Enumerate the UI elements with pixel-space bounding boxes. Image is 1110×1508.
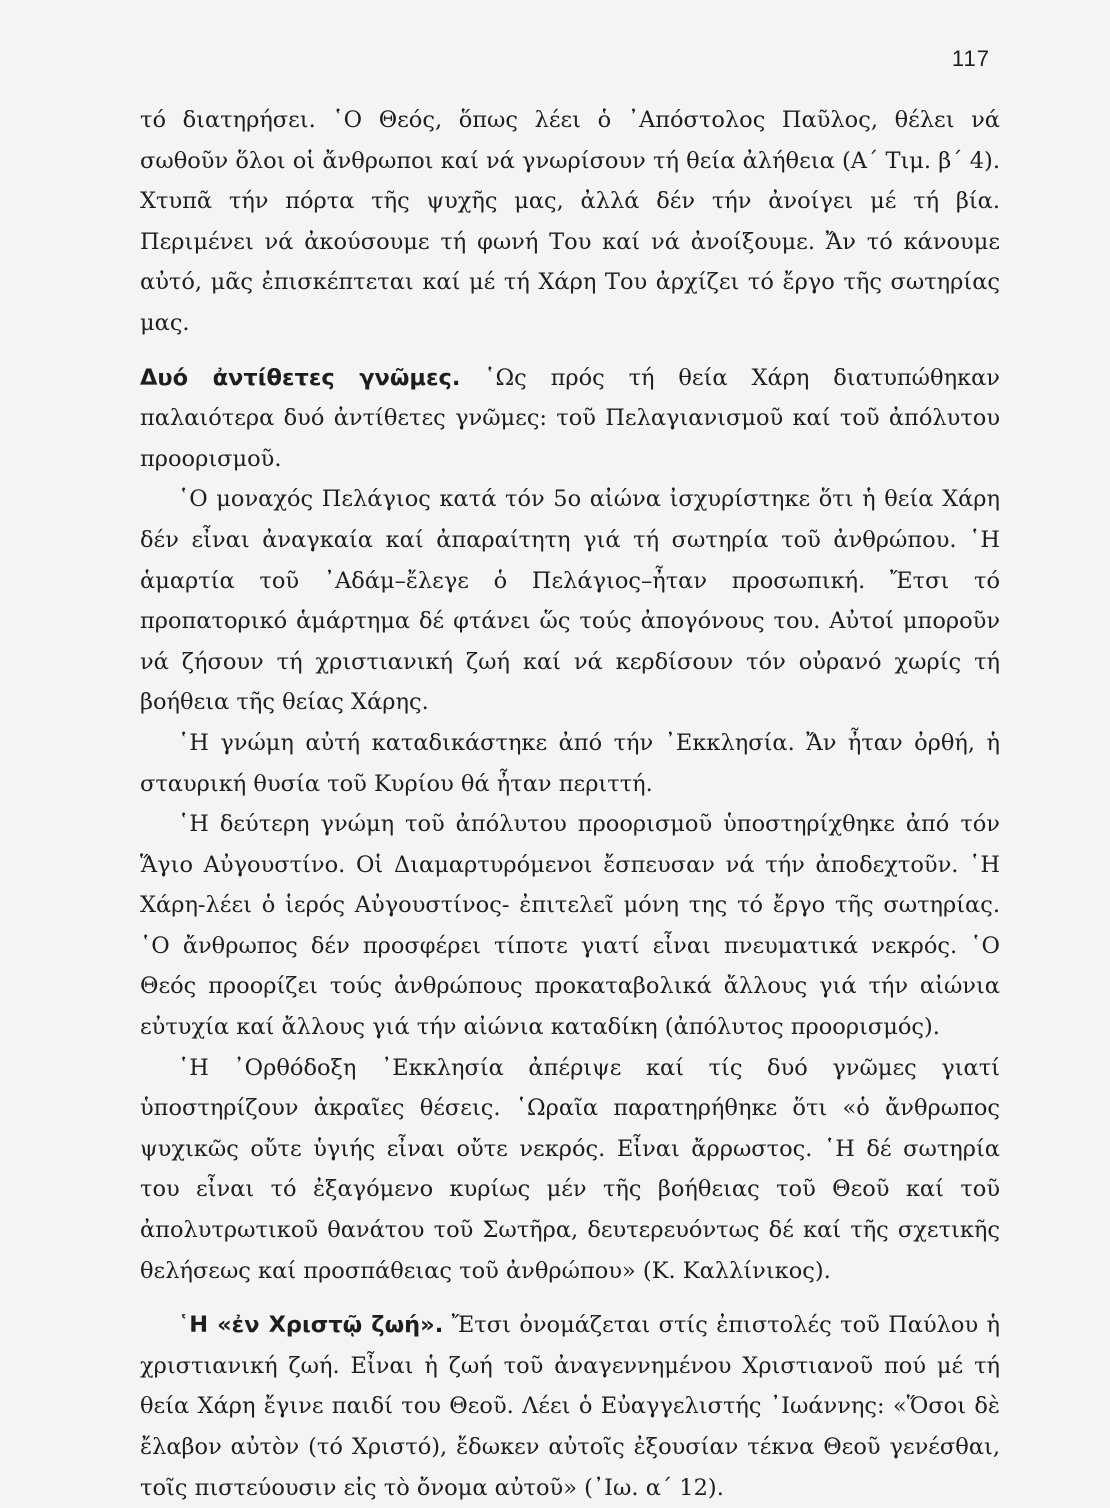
section-opposing-views — [140, 358, 1000, 480]
body-text — [140, 100, 1000, 1508]
paragraph-3: ῾Ο μοναχός Πελάγιος κατά τόν 5ο αἰώνα ἰσχυρίστηκε ὅτι ἡ θεία Χάρη δέν εἶναι ἀναγκαία καί ἀπαραίτητη γιά τή σωτηρία τοῦ ἀνθρώπου. ῾Η ἁμαρτία τοῦ ᾿Αδάμ–ἔλεγε ὁ Πελάγιος–ἦταν προσωπική. Ἔτσι τό προπατορικό ἁμάρτημα δέ φτάνει ὥς τούς ἀπογόνους του. Αὐτοί μποροῦν νά ζήσουν τή χριστιανική ζωή καί νά κερδίσουν τόν οὐρανό χωρίς τή βοήθεια τῆς θείας Χάρης. — [140, 486, 1000, 716]
section-heading-opposing-views: Δυό ἀντίθετες γνῶμες. — [140, 364, 461, 391]
section-heading-life-in-christ: ῾Η «ἐν Χριστῷ ζωή». — [178, 1312, 444, 1339]
paragraph-4: ῾Η γνώμη αὐτή καταδικάστηκε ἀπό τήν ᾿Εκκλησία. Ἄν ἦταν ὀρθή, ἡ σταυρική θυσία τοῦ Κυρίου θά ἦταν περιττή. — [140, 729, 1000, 797]
paragraph-1: τό διατηρήσει. ῾Ο Θεός, ὅπως λέει ὁ ᾿Απόστολος Παῦλος, θέλει νά σωθοῦν ὅλοι οἱ ἄνθρωποι καί νά γνωρίσουν τή θεία ἀλήθεια (Α΄ Τιμ. β΄ 4). Χτυπᾶ τήν πόρτα τῆς ψυχῆς μας, ἀλλά δέν τήν ἀνοίγει μέ τή βία. Περιμένει νά ἀκούσουμε τή φωνή Του καί νά ἀνοίξουμε. Ἄν τό κάνουμε αὐτό, μᾶς ἐπισκέπτεται καί μέ τή Χάρη Του ἀρχίζει τό ἔργο τῆς σωτηρίας μας. — [140, 107, 1000, 336]
paragraph-2: ῾Ως πρός τή θεία Χάρη διατυπώθηκαν παλαιότερα δυό ἀντίθετες γνῶμες: τοῦ Πελαγιανισμοῦ καί τοῦ ἀπόλυτου προορισμοῦ. — [140, 364, 1000, 472]
section-life-in-christ — [140, 1305, 1000, 1508]
page-number: 117 — [951, 46, 990, 71]
paragraph-6: ῾Η ᾿Ορθόδοξη ᾿Εκκλησία ἀπέριψε καί τίς δυό γνῶμες γιατί ὑποστηρίζουν ἀκραῖες θέσεις. ῾Ωραῖα παρατηρήθηκε ὅτι «ὁ ἄνθρωπος ψυχικῶς οὔτε ὑγιής εἶναι οὔτε νεκρός. Εἶναι ἄρρωστος. ῾Η δέ σωτηρία του εἶναι τό ἐξαγόμενο κυρίως μέν τῆς βοήθειας τοῦ Θεοῦ καί τοῦ ἀπολυτρωτικοῦ θανάτου τοῦ Σωτῆρα, δευτερευόντως δέ καί τῆς σχετικῆς θελήσεως καί προσπάθειας τοῦ ἀνθρώπου» (Κ. Καλλίνικος). — [140, 1054, 1000, 1284]
paragraph-5: ῾Η δεύτερη γνώμη τοῦ ἀπόλυτου προορισμοῦ ὑποστηρίχθηκε ἀπό τόν Ἅγιο Αὐγουστίνο. Οἱ Διαμαρτυρόμενοι ἔσπευσαν νά τήν ἀποδεχτοῦν. ῾Η Χάρη-λέει ὁ ἱερός Αὐγουστίνος- ἐπιτελεῖ μόνη της τό ἔργο τῆς σωτηρίας. ῾Ο ἄνθρωπος δέν προσφέρει τίποτε γιατί εἶναι πνευματικά νεκρός. ῾Ο Θεός προορίζει τούς ἀνθρώπους προκαταβολικά ἄλλους γιά τήν αἰώνια εὐτυχία καί ἄλλους γιά τήν αἰώνια καταδίκη (ἀπόλυτος προορισμός). — [140, 811, 1000, 1041]
paragraph-7: Ἔτσι ὀνομάζεται στίς ἐπιστολές τοῦ Παύλου ἡ χριστιανική ζωή. Εἶναι ἡ ζωή τοῦ ἀναγεννημένου Χριστιανοῦ πού μέ τή θεία Χάρη ἔγινε παιδί του Θεοῦ. Λέει ὁ Εὐαγγελιστής ᾿Ιωάννης: «Ὅσοι δὲ ἔλαβον αὐτὸν (τό Χριστό), ἔδωκεν αὐτοῖς ἐξουσίαν τέκνα Θεοῦ γενέσθαι, τοῖς πιστεύουσιν εἰς τὸ ὄνομα αὐτοῦ» (᾿Ιω. α΄ 12). — [140, 1312, 1000, 1501]
